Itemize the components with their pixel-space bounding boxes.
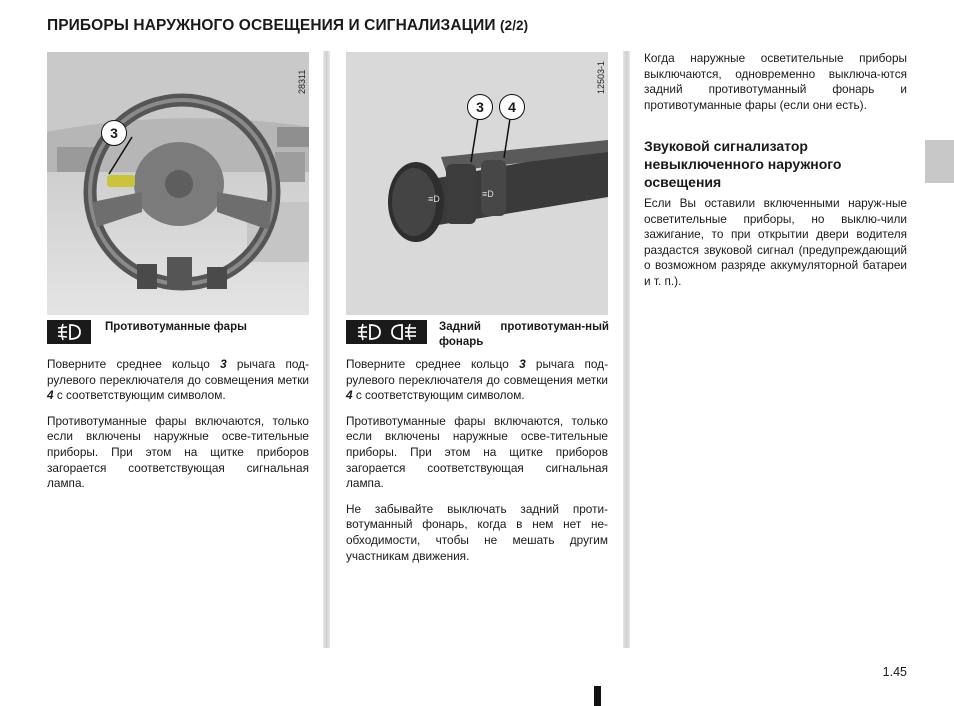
callout-3: 3 <box>467 94 493 120</box>
section-tab <box>925 140 954 183</box>
callout-3: 3 <box>101 120 127 146</box>
title-part: (2/2) <box>500 18 529 33</box>
fog-icons-box <box>346 320 427 344</box>
middle-text-block <box>346 357 608 574</box>
column-separator <box>323 51 330 648</box>
intro-paragraph: Когда наружные осветительные приборы выключаются, одновременно выключа-ются задний противотуманный фонарь и противотуманные фары (если они есть). <box>644 51 907 112</box>
front-fog-light-icon <box>56 323 82 341</box>
right-body <box>644 196 907 300</box>
page-title <box>47 17 528 35</box>
steering-wheel-photo <box>47 52 309 315</box>
rear-fog-light-icon <box>390 323 418 341</box>
info-paragraph: Противотуманные фары включаются, только если включены наружные осве-тительные приборы. При этом на щитке приборов загорается соответствующая сигнальная лампа. <box>346 413 608 491</box>
column-separator <box>623 51 630 648</box>
page-number: 1.45 <box>882 665 907 679</box>
svg-text:≡D: ≡D <box>428 194 440 204</box>
front-fog-label: Противотуманные фары <box>105 321 247 333</box>
svg-text:≡D: ≡D <box>482 189 494 199</box>
bottom-marker <box>594 686 601 706</box>
steering-wheel-illustration <box>47 52 309 315</box>
instruction-paragraph: Поверните среднее кольцо 3 рычага под-рулевого переключателя до совмещения метки 4 с соответствующим символом. <box>346 357 608 403</box>
left-text-block <box>47 357 309 502</box>
right-intro <box>644 51 907 123</box>
section-heading: Звуковой сигнализатор невыключенного наружного освещения <box>644 138 842 190</box>
lever-illustration <box>346 52 608 315</box>
rear-fog-label: Задний противотуман-ный фонарь <box>439 321 609 348</box>
callout-4: 4 <box>499 94 525 120</box>
info-paragraph: Противотуманные фары включаются, только если включены наружные осве-тительные приборы. При этом на щитке приборов загорается соответствующая сигнальная лампа. <box>47 413 309 491</box>
front-fog-light-icon <box>356 323 382 341</box>
lever-photo <box>346 52 608 315</box>
figure-code: 12503-1 <box>596 60 606 94</box>
figure-code: 28311 <box>297 69 307 94</box>
title-text: ПРИБОРЫ НАРУЖНОГО ОСВЕЩЕНИЯ И СИГНАЛИЗАЦИИ <box>47 17 496 34</box>
instruction-paragraph: Поверните среднее кольцо 3 рычага под-рулевого переключателя до совмещения метки 4 с соответствующим символом. <box>47 357 309 403</box>
front-fog-icon-box <box>47 320 91 344</box>
body-paragraph: Если Вы оставили включенными наруж-ные осветительные приборы, но выклю-чили зажигание, то при открытии двери водителя раздастся звуковой сигнал (предупреждающий о возможном разряде аккумуляторной батареи и т. п.). <box>644 196 907 288</box>
reminder-paragraph: Не забывайте выключать задний проти-вотуманный фонарь, когда в нем нет не-обходимости, чтобы не мешать другим участникам движения. <box>346 501 608 563</box>
